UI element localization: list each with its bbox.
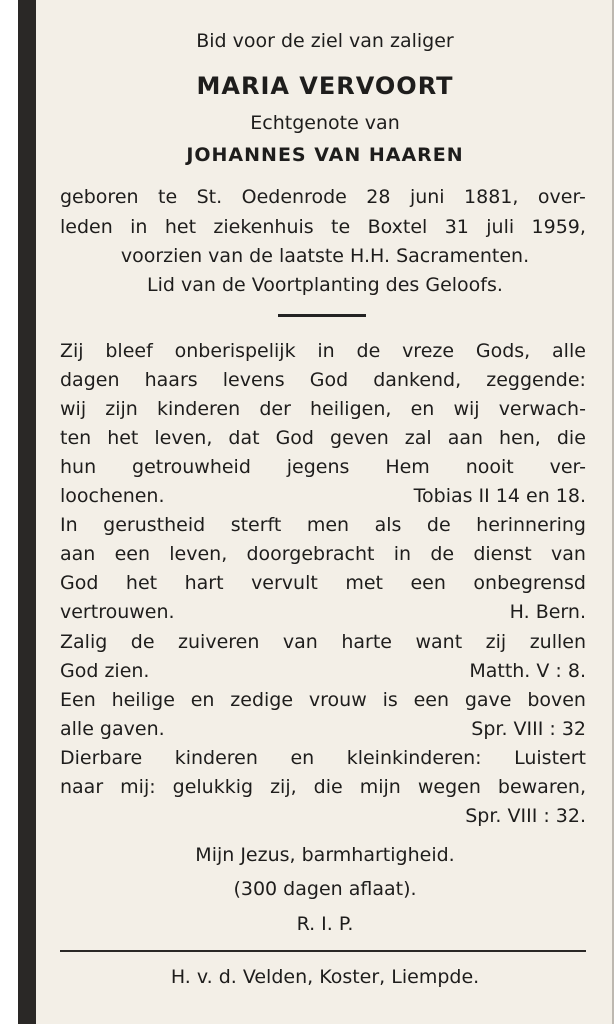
- word: leven,: [169, 543, 228, 565]
- word: God: [60, 572, 99, 594]
- verse-line-4: [60, 427, 586, 449]
- word: het: [164, 216, 197, 238]
- word: een: [410, 572, 446, 594]
- scripture-ref-tobias: Tobias II 14 en 18.: [413, 485, 586, 507]
- word: dagen: [60, 369, 120, 391]
- bio-line-4: Lid van de Voortplanting des Geloofs.: [147, 274, 503, 296]
- word: dankend,: [373, 369, 462, 391]
- word: Oedenrode: [241, 186, 347, 208]
- verse-line-3: [60, 398, 586, 420]
- verse-line-10: vertrouwen.: [60, 601, 175, 623]
- word: leden: [60, 216, 113, 238]
- word: zeggende:: [486, 369, 586, 391]
- word: Zalig: [60, 631, 108, 653]
- word: de: [430, 543, 455, 565]
- word: het: [107, 427, 139, 449]
- word: de: [130, 631, 155, 653]
- word: kleinkinderen:: [346, 747, 482, 769]
- word: vrouw: [308, 689, 367, 711]
- bio-line-3: voorzien van de laatste H.H. Sacramenten.: [120, 245, 530, 267]
- word: de: [426, 514, 451, 536]
- word: levens: [222, 369, 285, 391]
- word: hart: [184, 572, 224, 594]
- word: in: [317, 340, 335, 362]
- word: van: [550, 543, 586, 565]
- verse-line-7: [60, 514, 586, 536]
- word: juni: [409, 186, 445, 208]
- verse-line-1: [60, 340, 586, 362]
- word: bewaren,: [497, 776, 586, 798]
- word: gelukkig: [172, 776, 254, 798]
- word: en: [290, 747, 315, 769]
- word: Hem: [385, 456, 430, 478]
- word: harte: [341, 631, 392, 653]
- word: Zij: [60, 340, 84, 362]
- word: Luistert: [514, 747, 586, 769]
- word: nooit: [465, 456, 514, 478]
- word: te: [331, 216, 351, 238]
- word: die: [313, 776, 343, 798]
- word: in: [130, 216, 148, 238]
- word: Gods,: [475, 340, 531, 362]
- word: met: [345, 572, 383, 594]
- word: als: [374, 514, 402, 536]
- word: Een: [60, 689, 96, 711]
- footer-rule: [60, 950, 586, 952]
- word: het: [125, 572, 158, 594]
- word: In: [60, 514, 78, 536]
- verse-line-11: [60, 631, 586, 653]
- word: en: [190, 689, 215, 711]
- word: sterft: [230, 514, 282, 536]
- divider-rule: [278, 314, 366, 317]
- word: ver-: [549, 456, 586, 478]
- verse-line-2: [60, 369, 586, 391]
- word: zuiveren: [178, 631, 260, 653]
- word: zijn: [105, 398, 138, 420]
- word: jegens: [286, 456, 350, 478]
- word: ziekenhuis: [213, 216, 314, 238]
- intro-line: Bid voor de ziel van zaliger: [196, 30, 454, 52]
- word: doorgebracht: [246, 543, 375, 565]
- spouse-intro: Echtgenote van: [250, 112, 400, 134]
- black-border: [18, 0, 36, 1024]
- word: heilige: [111, 689, 175, 711]
- word: en: [410, 398, 435, 420]
- word: alle: [552, 340, 586, 362]
- bio-line-1: [60, 186, 586, 208]
- word: God: [309, 369, 349, 391]
- spouse-name: JOHANNES VAN HAAREN: [186, 144, 464, 166]
- deceased-name: MARIA VERVOORT: [196, 72, 454, 100]
- word: zedige: [230, 689, 294, 711]
- scripture-ref-spr-2: Spr. VIII : 32.: [465, 805, 586, 827]
- word: Boxtel: [367, 216, 428, 238]
- word: 31: [444, 216, 469, 238]
- word: haars: [144, 369, 198, 391]
- word: gerustheid: [103, 514, 206, 536]
- verse-line-12: God zien.: [60, 660, 150, 682]
- word: 28: [366, 186, 391, 208]
- word: vreze: [402, 340, 455, 362]
- word: naar: [60, 776, 104, 798]
- word: geven: [330, 427, 389, 449]
- word: een: [413, 689, 450, 711]
- word: geboren: [60, 186, 139, 208]
- indulgence-line: (300 dagen aflaat).: [233, 878, 417, 900]
- word: aan: [60, 543, 96, 565]
- scripture-ref-bern: H. Bern.: [509, 601, 586, 623]
- word: herinnering: [476, 514, 586, 536]
- word: 1881,: [464, 186, 519, 208]
- word: mijn: [359, 776, 401, 798]
- word: onbegrensd: [473, 572, 586, 594]
- word: dienst: [473, 543, 532, 565]
- word: wegen: [417, 776, 481, 798]
- word: van: [282, 631, 318, 653]
- scripture-ref-matth: Matth. V : 8.: [469, 660, 586, 682]
- scripture-ref-spr-1: Spr. VIII : 32: [471, 718, 586, 740]
- word: hun: [60, 456, 97, 478]
- word: wij: [453, 398, 480, 420]
- word: zullen: [529, 631, 586, 653]
- word: 1959,: [531, 216, 586, 238]
- prayer-line: Mijn Jezus, barmhartigheid.: [195, 844, 455, 866]
- verse-line-5: [60, 456, 586, 478]
- verse-line-14: alle gaven.: [60, 718, 165, 740]
- word: leven,: [154, 427, 213, 449]
- verse-line-15: [60, 747, 586, 769]
- word: is: [382, 689, 398, 711]
- word: God: [275, 427, 314, 449]
- printer-line: H. v. d. Velden, Koster, Liempde.: [170, 966, 480, 988]
- word: verwach-: [498, 398, 586, 420]
- word: St.: [196, 186, 223, 208]
- word: over-: [537, 186, 586, 208]
- word: Dierbare: [60, 747, 143, 769]
- verse-line-9: [60, 572, 586, 594]
- bio-line-2: [60, 216, 586, 238]
- word: want: [415, 631, 463, 653]
- verse-line-16: [60, 776, 586, 798]
- word: getrouwheid: [132, 456, 251, 478]
- word: onberispelijk: [174, 340, 296, 362]
- verse-line-13: [60, 689, 586, 711]
- word: ten: [60, 427, 92, 449]
- word: der: [259, 398, 291, 420]
- word: zij,: [270, 776, 297, 798]
- word: bleef: [105, 340, 153, 362]
- verse-line-8: [60, 543, 586, 565]
- word: zal: [404, 427, 432, 449]
- word: vervult: [251, 572, 318, 594]
- word: aan: [447, 427, 484, 449]
- word: juli: [486, 216, 515, 238]
- word: mij:: [120, 776, 156, 798]
- verse-line-6: loochenen.: [60, 485, 165, 507]
- word: de: [356, 340, 381, 362]
- word: in: [393, 543, 412, 565]
- rip-line: R. I. P.: [296, 913, 354, 935]
- word: zij: [485, 631, 507, 653]
- word: wij: [60, 398, 87, 420]
- word: heiligen,: [310, 398, 392, 420]
- word: kinderen: [156, 398, 241, 420]
- word: men: [306, 514, 350, 536]
- word: kinderen: [174, 747, 258, 769]
- word: dat: [228, 427, 260, 449]
- word: gave: [464, 689, 512, 711]
- word: boven: [527, 689, 586, 711]
- word: een: [114, 543, 150, 565]
- word: die: [556, 427, 586, 449]
- memorial-card: [36, 0, 614, 1024]
- word: hen,: [499, 427, 541, 449]
- word: te: [158, 186, 178, 208]
